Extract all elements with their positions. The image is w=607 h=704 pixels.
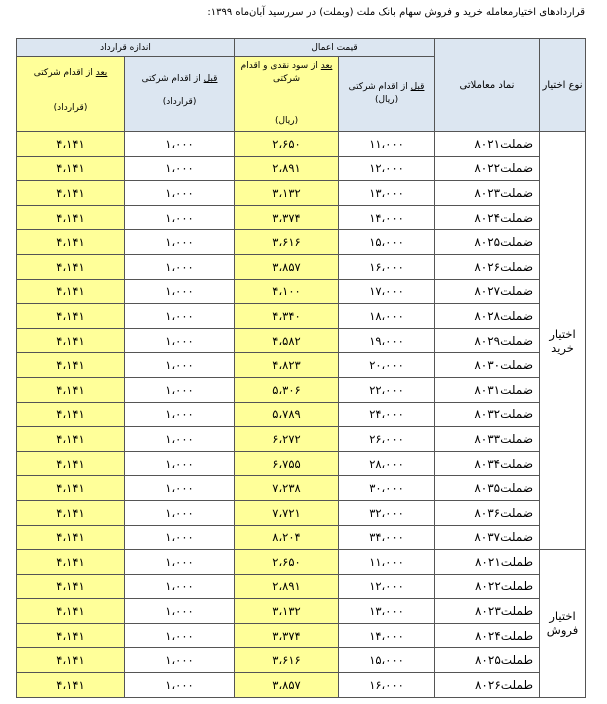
symbol-cell: طملت۸۰۲۵: [435, 648, 540, 673]
strike-after-cell: ۶،۷۵۵: [235, 451, 339, 476]
size-after-cell: ۴،۱۴۱: [17, 500, 125, 525]
size-before-cell: ۱،۰۰۰: [125, 353, 235, 378]
strike-after-cell: ۲،۸۹۱: [235, 574, 339, 599]
size-after-cell: ۴،۱۴۱: [17, 254, 125, 279]
strike-before-cell: ۱۶،۰۰۰: [339, 254, 435, 279]
size-after-cell: ۴،۱۴۱: [17, 156, 125, 181]
option-type-cell: اختیار فروش: [540, 550, 586, 698]
size-before-cell: ۱،۰۰۰: [125, 427, 235, 452]
size-before-cell: ۱،۰۰۰: [125, 254, 235, 279]
table-row: [17, 451, 586, 476]
strike-after-cell: ۲،۶۵۰: [235, 132, 339, 157]
table-row: [17, 599, 586, 624]
strike-after-cell: ۸،۲۰۴: [235, 525, 339, 550]
strike-before-cell: ۱۶،۰۰۰: [339, 673, 435, 698]
size-after-cell: ۴،۱۴۱: [17, 427, 125, 452]
size-after-cell: ۴،۱۴۱: [17, 648, 125, 673]
symbol-cell: طملت۸۰۲۴: [435, 623, 540, 648]
size-before-cell: ۱،۰۰۰: [125, 599, 235, 624]
symbol-cell: ضملت۸۰۲۷: [435, 279, 540, 304]
header-symbol: نماد معاملاتی: [435, 39, 540, 132]
strike-before-cell: ۲۰،۰۰۰: [339, 353, 435, 378]
size-before-cell: ۱،۰۰۰: [125, 648, 235, 673]
strike-before-cell: ۱۳،۰۰۰: [339, 599, 435, 624]
size-before-cell: ۱،۰۰۰: [125, 304, 235, 329]
size-before-cell: ۱،۰۰۰: [125, 673, 235, 698]
strike-before-cell: ۳۲،۰۰۰: [339, 500, 435, 525]
size-after-cell: ۴،۱۴۱: [17, 402, 125, 427]
size-after-cell: ۴،۱۴۱: [17, 525, 125, 550]
strike-after-cell: ۳،۱۳۲: [235, 181, 339, 206]
size-after-cell: ۴،۱۴۱: [17, 476, 125, 501]
strike-before-cell: ۱۱،۰۰۰: [339, 132, 435, 157]
symbol-cell: ضملت۸۰۲۸: [435, 304, 540, 329]
symbol-cell: ضملت۸۰۲۶: [435, 254, 540, 279]
size-before-cell: ۱،۰۰۰: [125, 500, 235, 525]
strike-before-cell: ۲۲،۰۰۰: [339, 377, 435, 402]
strike-before-cell: ۱۸،۰۰۰: [339, 304, 435, 329]
size-after-cell: ۴،۱۴۱: [17, 599, 125, 624]
header-size-group: اندازه قرارداد: [17, 39, 235, 57]
header-strike-group: قیمت اعمال: [235, 39, 435, 57]
size-before-cell: ۱،۰۰۰: [125, 328, 235, 353]
header-strike-before: قبل از اقدام شرکتی (ریال): [339, 57, 435, 132]
strike-after-cell: ۷،۲۳۸: [235, 476, 339, 501]
table-row: [17, 328, 586, 353]
header-size-before: قبل از اقدام شرکتی (قرارداد): [125, 57, 235, 132]
size-before-cell: ۱،۰۰۰: [125, 279, 235, 304]
size-after-cell: ۴،۱۴۱: [17, 451, 125, 476]
size-after-cell: ۴،۱۴۱: [17, 279, 125, 304]
size-after-cell: ۴،۱۴۱: [17, 205, 125, 230]
size-before-cell: ۱،۰۰۰: [125, 181, 235, 206]
size-before-cell: ۱،۰۰۰: [125, 377, 235, 402]
strike-before-cell: ۱۴،۰۰۰: [339, 623, 435, 648]
strike-before-cell: ۱۴،۰۰۰: [339, 205, 435, 230]
strike-before-cell: ۳۴،۰۰۰: [339, 525, 435, 550]
strike-after-cell: ۵،۳۰۶: [235, 377, 339, 402]
strike-after-cell: ۳،۸۵۷: [235, 673, 339, 698]
table-row: [17, 402, 586, 427]
options-table: [16, 38, 586, 698]
table-row: [17, 377, 586, 402]
symbol-cell: ضملت۸۰۳۴: [435, 451, 540, 476]
strike-after-cell: ۶،۲۷۲: [235, 427, 339, 452]
strike-after-cell: ۲،۸۹۱: [235, 156, 339, 181]
option-type-cell: اختیار خرید: [540, 132, 586, 550]
strike-after-cell: ۳،۱۳۲: [235, 599, 339, 624]
table-row: [17, 230, 586, 255]
strike-before-cell: ۲۶،۰۰۰: [339, 427, 435, 452]
strike-after-cell: ۴،۸۲۳: [235, 353, 339, 378]
strike-before-cell: ۱۵،۰۰۰: [339, 230, 435, 255]
size-before-cell: ۱،۰۰۰: [125, 550, 235, 575]
strike-before-cell: ۱۱،۰۰۰: [339, 550, 435, 575]
symbol-cell: ضملت۸۰۲۴: [435, 205, 540, 230]
symbol-cell: ضملت۸۰۳۷: [435, 525, 540, 550]
size-after-cell: ۴،۱۴۱: [17, 574, 125, 599]
strike-after-cell: ۳،۸۵۷: [235, 254, 339, 279]
table-row: [17, 525, 586, 550]
size-before-cell: ۱،۰۰۰: [125, 230, 235, 255]
strike-before-cell: ۱۷،۰۰۰: [339, 279, 435, 304]
strike-before-cell: ۱۲،۰۰۰: [339, 156, 435, 181]
table-row: [17, 648, 586, 673]
size-before-cell: ۱،۰۰۰: [125, 156, 235, 181]
symbol-cell: ضملت۸۰۳۳: [435, 427, 540, 452]
symbol-cell: ضملت۸۰۳۱: [435, 377, 540, 402]
symbol-cell: ضملت۸۰۳۵: [435, 476, 540, 501]
table-row: [17, 254, 586, 279]
size-after-cell: ۴،۱۴۱: [17, 550, 125, 575]
table-row: [17, 476, 586, 501]
strike-after-cell: ۳،۳۷۴: [235, 205, 339, 230]
table-row: [17, 574, 586, 599]
size-before-cell: ۱،۰۰۰: [125, 132, 235, 157]
symbol-cell: طملت۸۰۲۱: [435, 550, 540, 575]
table-body: [17, 132, 586, 698]
strike-after-cell: ۴،۳۴۰: [235, 304, 339, 329]
table-row: [17, 132, 586, 157]
table-row: [17, 181, 586, 206]
size-after-cell: ۴،۱۴۱: [17, 230, 125, 255]
strike-before-cell: ۱۲،۰۰۰: [339, 574, 435, 599]
size-after-cell: ۴،۱۴۱: [17, 304, 125, 329]
table-row: [17, 673, 586, 698]
table-row: [17, 550, 586, 575]
strike-after-cell: ۵،۷۸۹: [235, 402, 339, 427]
symbol-cell: ضملت۸۰۳۰: [435, 353, 540, 378]
table-caption: قراردادهای اختیارمعامله خرید و فروش سهام بانک ملت (وبملت) در سررسید آبان‌ماه ۱۳۹۹:: [207, 7, 585, 18]
size-after-cell: ۴،۱۴۱: [17, 673, 125, 698]
size-before-cell: ۱،۰۰۰: [125, 402, 235, 427]
strike-before-cell: ۲۴،۰۰۰: [339, 402, 435, 427]
symbol-cell: طملت۸۰۲۳: [435, 599, 540, 624]
strike-after-cell: ۳،۳۷۴: [235, 623, 339, 648]
strike-after-cell: ۷،۷۲۱: [235, 500, 339, 525]
size-after-cell: ۴،۱۴۱: [17, 353, 125, 378]
size-after-cell: ۴،۱۴۱: [17, 328, 125, 353]
table-row: [17, 353, 586, 378]
strike-after-cell: ۴،۵۸۲: [235, 328, 339, 353]
size-before-cell: ۱،۰۰۰: [125, 525, 235, 550]
strike-after-cell: ۴،۱۰۰: [235, 279, 339, 304]
symbol-cell: ضملت۸۰۲۱: [435, 132, 540, 157]
table-row: [17, 500, 586, 525]
size-after-cell: ۴،۱۴۱: [17, 377, 125, 402]
header-size-after: بعد از اقدام شرکتی (قرارداد): [17, 57, 125, 132]
size-after-cell: ۴،۱۴۱: [17, 623, 125, 648]
symbol-cell: ضملت۸۰۳۲: [435, 402, 540, 427]
header-strike-after: بعد از سود نقدی و اقدام شرکتی (ریال): [235, 57, 339, 132]
symbol-cell: ضملت۸۰۲۳: [435, 181, 540, 206]
size-before-cell: ۱،۰۰۰: [125, 623, 235, 648]
size-before-cell: ۱،۰۰۰: [125, 574, 235, 599]
size-before-cell: ۱،۰۰۰: [125, 476, 235, 501]
strike-before-cell: ۱۳،۰۰۰: [339, 181, 435, 206]
strike-after-cell: ۳،۶۱۶: [235, 230, 339, 255]
table-row: [17, 205, 586, 230]
symbol-cell: طملت۸۰۲۲: [435, 574, 540, 599]
strike-before-cell: ۱۵،۰۰۰: [339, 648, 435, 673]
table-row: [17, 156, 586, 181]
size-after-cell: ۴،۱۴۱: [17, 181, 125, 206]
table-row: [17, 279, 586, 304]
table-row: [17, 304, 586, 329]
size-before-cell: ۱،۰۰۰: [125, 205, 235, 230]
size-after-cell: ۴،۱۴۱: [17, 132, 125, 157]
symbol-cell: ضملت۸۰۲۲: [435, 156, 540, 181]
strike-after-cell: ۳،۶۱۶: [235, 648, 339, 673]
header-option-type: نوع اختیار: [540, 39, 586, 132]
symbol-cell: ضملت۸۰۲۹: [435, 328, 540, 353]
size-before-cell: ۱،۰۰۰: [125, 451, 235, 476]
symbol-cell: طملت۸۰۲۶: [435, 673, 540, 698]
strike-after-cell: ۲،۶۵۰: [235, 550, 339, 575]
table-row: [17, 623, 586, 648]
strike-before-cell: ۳۰،۰۰۰: [339, 476, 435, 501]
strike-before-cell: ۱۹،۰۰۰: [339, 328, 435, 353]
table-row: [17, 427, 586, 452]
symbol-cell: ضملت۸۰۳۶: [435, 500, 540, 525]
symbol-cell: ضملت۸۰۲۵: [435, 230, 540, 255]
strike-before-cell: ۲۸،۰۰۰: [339, 451, 435, 476]
